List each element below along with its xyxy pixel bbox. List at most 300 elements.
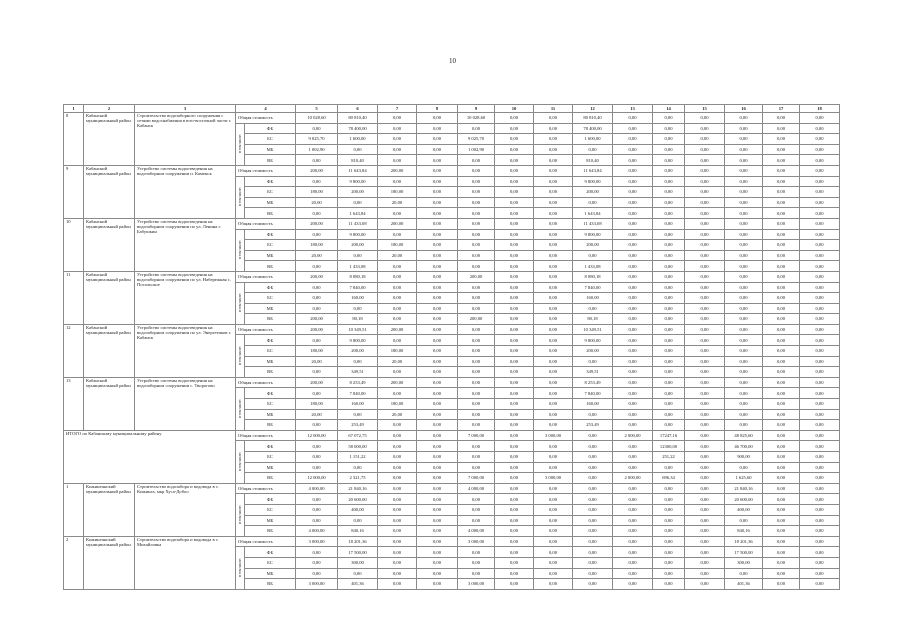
value-cell: 0,00 <box>685 123 725 134</box>
value-cell: 7 000,00 <box>458 430 495 441</box>
value-cell: 80,18 <box>573 314 613 325</box>
value-cell: 0,00 <box>800 335 840 346</box>
value-cell: 0,00 <box>613 113 653 124</box>
value-cell: 0,00 <box>800 430 840 441</box>
value-cell: 9 025,70 <box>296 134 338 145</box>
value-cell: 0,00 <box>417 303 458 314</box>
value-cell: 9 025,70 <box>458 134 495 145</box>
value-cell: 0,00 <box>458 452 495 463</box>
value-cell: 0,00 <box>534 187 573 198</box>
value-cell: 180,00 <box>296 346 338 357</box>
value-cell: 0,00 <box>763 261 800 272</box>
value-cell: 0,00 <box>763 494 800 505</box>
value-cell: 0,00 <box>800 547 840 558</box>
value-cell: 0,00 <box>725 144 763 155</box>
value-cell: 20,00 <box>378 356 417 367</box>
value-cell: 0,00 <box>417 462 458 473</box>
value-cell: 0,00 <box>296 568 338 579</box>
value-cell: 0,00 <box>458 324 495 335</box>
value-cell: 0,00 <box>613 377 653 388</box>
value-cell: 0,00 <box>613 441 653 452</box>
district-name: Кабанский муниципальный район <box>84 377 135 430</box>
value-cell: 0,00 <box>378 113 417 124</box>
value-cell: 0,00 <box>458 155 495 166</box>
value-cell: 0,00 <box>800 187 840 198</box>
value-cell: 200,00 <box>296 377 338 388</box>
value-cell: 0,00 <box>534 483 573 494</box>
value-cell: 0,00 <box>378 557 417 568</box>
value-cell: 0,00 <box>417 261 458 272</box>
value-cell: 0,00 <box>800 399 840 410</box>
value-cell: 0,00 <box>296 494 338 505</box>
value-cell: 0,00 <box>763 165 800 176</box>
value-cell: 1 002,90 <box>458 144 495 155</box>
value-cell: 0,00 <box>685 208 725 219</box>
value-cell: 0,00 <box>725 367 763 378</box>
value-cell: 20,00 <box>378 409 417 420</box>
value-cell: 0,00 <box>763 388 800 399</box>
value-cell: 0,00 <box>800 557 840 568</box>
value-cell: 0,00 <box>573 462 613 473</box>
value-cell: 0,00 <box>417 483 458 494</box>
value-cell: 0,00 <box>378 462 417 473</box>
value-cell: 0,00 <box>378 176 417 187</box>
value-cell: 0,00 <box>685 515 725 526</box>
value-cell: 0,00 <box>534 557 573 568</box>
value-cell: 0,00 <box>763 420 800 431</box>
column-number-1: 1 <box>64 105 84 113</box>
value-cell: 0,00 <box>417 197 458 208</box>
value-cell: 0,00 <box>613 208 653 219</box>
value-cell: 0,00 <box>534 346 573 357</box>
value-cell: 0,00 <box>763 568 800 579</box>
value-cell: 0,00 <box>725 314 763 325</box>
value-cell: 0,00 <box>417 218 458 229</box>
value-cell: 0,00 <box>534 113 573 124</box>
value-cell: 20,00 <box>378 250 417 261</box>
value-cell: 0,00 <box>534 176 573 187</box>
value-cell: 2 321,75 <box>338 473 378 484</box>
value-cell: 0,00 <box>685 314 725 325</box>
value-cell: 0,00 <box>378 271 417 282</box>
value-cell: 0,00 <box>725 134 763 145</box>
value-cell: 0,00 <box>495 187 534 198</box>
value-cell: 0,00 <box>725 208 763 219</box>
value-cell: 0,00 <box>495 134 534 145</box>
value-cell: 0,00 <box>763 452 800 463</box>
value-cell: 0,00 <box>534 282 573 293</box>
source-label: МБ <box>245 250 296 261</box>
value-cell: 200,00 <box>338 240 378 251</box>
district-name: Кижингинский муниципальный район <box>84 483 135 536</box>
value-cell: 0,00 <box>534 335 573 346</box>
project-description: Устройство системы водоотведения на водозаборном сооружении по ул. Набережная с. Посольское <box>135 271 236 324</box>
value-cell: 0,00 <box>763 229 800 240</box>
value-cell: 0,00 <box>573 409 613 420</box>
value-cell: 0,00 <box>613 579 653 590</box>
source-label: МБ <box>245 409 296 420</box>
value-cell: 0,00 <box>763 155 800 166</box>
value-cell: 0,00 <box>653 293 685 304</box>
value-cell: 200,00 <box>296 271 338 282</box>
table-row <box>64 218 840 229</box>
value-cell: 3 000,00 <box>534 430 573 441</box>
value-cell: 0,00 <box>763 356 800 367</box>
value-cell: 200,00 <box>573 346 613 357</box>
column-number-10: 10 <box>495 105 534 113</box>
value-cell: 0,00 <box>378 504 417 515</box>
table-row <box>64 113 840 124</box>
value-cell: 0,00 <box>763 473 800 484</box>
value-cell: 0,00 <box>685 218 725 229</box>
value-cell: 0,00 <box>534 303 573 314</box>
value-cell: 0,00 <box>685 579 725 590</box>
value-cell: 0,00 <box>613 123 653 134</box>
value-cell: 0,00 <box>495 462 534 473</box>
value-cell: 0,00 <box>534 324 573 335</box>
value-cell: 200,00 <box>378 324 417 335</box>
value-cell: 0,00 <box>653 208 685 219</box>
value-cell: 0,00 <box>763 483 800 494</box>
value-cell: 0,00 <box>685 271 725 282</box>
value-cell: 0,00 <box>495 494 534 505</box>
value-cell: 12 000,00 <box>296 473 338 484</box>
source-label: ВБ <box>245 208 296 219</box>
value-cell: 0,00 <box>763 430 800 441</box>
source-label: БС <box>245 134 296 145</box>
row-number: 2 <box>64 536 84 589</box>
including-label: в том числе: <box>238 240 242 259</box>
value-cell: 0,00 <box>296 441 338 452</box>
value-cell: 200,00 <box>458 314 495 325</box>
value-cell: 0,00 <box>653 494 685 505</box>
value-cell: 18 201,36 <box>338 536 378 547</box>
value-cell: 0,00 <box>534 547 573 558</box>
value-cell: 7 840,00 <box>338 282 378 293</box>
value-cell: 0,00 <box>417 430 458 441</box>
value-cell: 0,00 <box>613 229 653 240</box>
value-cell: 0,00 <box>800 165 840 176</box>
value-cell: 3 000,00 <box>534 473 573 484</box>
value-cell: 0,00 <box>763 197 800 208</box>
project-description: Строительство водозаборного сооружения с сетями водоснабжения в юго-восточной части г. Кабанск <box>135 113 236 166</box>
value-cell: 0,00 <box>653 547 685 558</box>
value-cell: 200,00 <box>296 314 338 325</box>
value-cell: 0,00 <box>725 324 763 335</box>
value-cell: 400,00 <box>725 504 763 515</box>
value-cell: 0,00 <box>573 441 613 452</box>
value-cell: 0,00 <box>800 473 840 484</box>
value-cell: 0,00 <box>458 250 495 261</box>
value-cell: 0,00 <box>613 526 653 537</box>
value-cell: 9 800,00 <box>573 229 613 240</box>
value-cell: 0,00 <box>653 250 685 261</box>
column-number-4: 4 <box>236 105 296 113</box>
source-label: ФБ <box>245 388 296 399</box>
value-cell: 0,00 <box>725 240 763 251</box>
value-cell: 1 600,00 <box>338 134 378 145</box>
value-cell: 0,00 <box>458 346 495 357</box>
value-cell: 0,00 <box>653 261 685 272</box>
source-label: ВБ <box>245 420 296 431</box>
value-cell: 0,00 <box>763 144 800 155</box>
value-cell: 1 643,84 <box>573 208 613 219</box>
value-cell: 0,00 <box>378 388 417 399</box>
value-cell: 0,00 <box>653 346 685 357</box>
value-cell: 20 600,00 <box>338 494 378 505</box>
value-cell: 0,00 <box>800 261 840 272</box>
value-cell: 160,00 <box>338 399 378 410</box>
value-cell: 0,00 <box>763 303 800 314</box>
value-cell: 0,00 <box>685 155 725 166</box>
value-cell: 0,00 <box>725 271 763 282</box>
value-cell: 0,00 <box>378 483 417 494</box>
value-cell: 0,00 <box>417 335 458 346</box>
value-cell: 1 625,60 <box>725 473 763 484</box>
value-cell: 0,00 <box>534 568 573 579</box>
value-cell: 0,00 <box>653 176 685 187</box>
value-cell: 0,00 <box>763 526 800 537</box>
value-cell: 78 400,00 <box>338 123 378 134</box>
value-cell: 0,00 <box>495 356 534 367</box>
value-cell: 0,00 <box>763 409 800 420</box>
source-label: МБ <box>245 356 296 367</box>
source-label: ФБ <box>245 494 296 505</box>
value-cell: 0,00 <box>653 197 685 208</box>
value-cell: 0,00 <box>685 335 725 346</box>
value-cell: 20,00 <box>296 250 338 261</box>
value-cell: 0,00 <box>800 441 840 452</box>
value-cell: 0,00 <box>573 526 613 537</box>
value-cell: 80,18 <box>338 314 378 325</box>
value-cell: 0,00 <box>613 155 653 166</box>
cost-label: Общая стоимость <box>236 430 296 441</box>
source-label: ВБ <box>245 526 296 537</box>
value-cell: 12300,00 <box>653 441 685 452</box>
value-cell: 0,00 <box>458 504 495 515</box>
value-cell: 11 433,08 <box>338 218 378 229</box>
including-label-cell <box>236 123 245 165</box>
value-cell: 0,00 <box>495 568 534 579</box>
cost-label: Общая стоимость <box>236 377 296 388</box>
value-cell: 0,00 <box>653 134 685 145</box>
column-number-16: 16 <box>725 105 763 113</box>
value-cell: 0,00 <box>458 494 495 505</box>
value-cell: 253,49 <box>338 420 378 431</box>
value-cell: 0,00 <box>613 261 653 272</box>
source-label: ВБ <box>245 314 296 325</box>
value-cell: 0,00 <box>613 388 653 399</box>
table-row <box>64 377 840 388</box>
source-label: МБ <box>245 144 296 155</box>
value-cell: 0,00 <box>653 557 685 568</box>
value-cell: 840,16 <box>338 526 378 537</box>
value-cell: 0,00 <box>800 218 840 229</box>
value-cell: 0,00 <box>763 536 800 547</box>
source-label: МБ <box>245 568 296 579</box>
value-cell: 0,00 <box>685 144 725 155</box>
value-cell: 1 433,08 <box>573 261 613 272</box>
value-cell: 400,00 <box>338 504 378 515</box>
district-name: Кабанский муниципальный район <box>84 324 135 377</box>
value-cell: 160,00 <box>573 399 613 410</box>
value-cell: 0,00 <box>495 526 534 537</box>
value-cell: 200,00 <box>296 324 338 335</box>
value-cell: 0,00 <box>800 409 840 420</box>
value-cell: 0,00 <box>685 473 725 484</box>
value-cell: 0,00 <box>573 504 613 515</box>
value-cell: 0,00 <box>725 409 763 420</box>
value-cell: 0,00 <box>534 462 573 473</box>
value-cell: 4 000,00 <box>296 526 338 537</box>
value-cell: 0,00 <box>495 314 534 325</box>
value-cell: 0,00 <box>296 335 338 346</box>
column-number-18: 18 <box>800 105 840 113</box>
value-cell: 0,00 <box>458 515 495 526</box>
value-cell: 0,00 <box>685 452 725 463</box>
value-cell: 0,00 <box>685 399 725 410</box>
source-label: БС <box>245 557 296 568</box>
value-cell: 0,00 <box>573 430 613 441</box>
value-cell: 0,00 <box>417 240 458 251</box>
value-cell: 0,00 <box>458 123 495 134</box>
value-cell: 0,00 <box>613 504 653 515</box>
value-cell: 0,00 <box>685 547 725 558</box>
value-cell: 0,00 <box>685 420 725 431</box>
value-cell: 0,00 <box>417 113 458 124</box>
including-label: в том числе: <box>238 505 242 524</box>
value-cell: 0,00 <box>534 197 573 208</box>
value-cell: 0,00 <box>534 165 573 176</box>
value-cell: 0,00 <box>725 113 763 124</box>
column-number-12: 12 <box>573 105 613 113</box>
value-cell: 0,00 <box>653 218 685 229</box>
value-cell: 0,00 <box>296 155 338 166</box>
value-cell: 80 810,40 <box>338 113 378 124</box>
value-cell: 20,00 <box>296 197 338 208</box>
value-cell: 0,00 <box>763 113 800 124</box>
value-cell: 0,00 <box>534 155 573 166</box>
value-cell: 0,00 <box>763 134 800 145</box>
table-row <box>64 483 840 494</box>
value-cell: 0,00 <box>534 293 573 304</box>
value-cell: 0,00 <box>613 356 653 367</box>
value-cell: 180,00 <box>378 187 417 198</box>
value-cell: 0,00 <box>685 409 725 420</box>
value-cell: 8 253,49 <box>338 377 378 388</box>
value-cell: 0,00 <box>685 483 725 494</box>
value-cell: 0,00 <box>653 420 685 431</box>
value-cell: 253,49 <box>573 420 613 431</box>
column-number-8: 8 <box>417 105 458 113</box>
value-cell: 7 000,00 <box>458 473 495 484</box>
value-cell: 0,00 <box>417 579 458 590</box>
column-number-2: 2 <box>84 105 135 113</box>
value-cell: 3 000,00 <box>458 536 495 547</box>
value-cell: 0,00 <box>495 547 534 558</box>
value-cell: 0,00 <box>417 536 458 547</box>
value-cell: 0,00 <box>378 515 417 526</box>
value-cell: 0,00 <box>763 377 800 388</box>
value-cell: 0,00 <box>573 547 613 558</box>
value-cell: 180,00 <box>296 399 338 410</box>
source-label: ФБ <box>245 441 296 452</box>
value-cell: 0,00 <box>653 356 685 367</box>
value-cell: 0,00 <box>800 113 840 124</box>
value-cell: 0,00 <box>458 335 495 346</box>
value-cell: 0,00 <box>800 197 840 208</box>
value-cell: 0,00 <box>417 515 458 526</box>
column-number-14: 14 <box>653 105 685 113</box>
value-cell: 0,00 <box>534 536 573 547</box>
value-cell: 0,00 <box>495 367 534 378</box>
value-cell: 0,00 <box>685 250 725 261</box>
value-cell: 0,00 <box>458 356 495 367</box>
value-cell: 0,00 <box>725 388 763 399</box>
value-cell: 810,40 <box>338 155 378 166</box>
value-cell: 0,00 <box>613 271 653 282</box>
value-cell: 0,00 <box>417 271 458 282</box>
value-cell: 0,00 <box>534 218 573 229</box>
project-description: Устройство системы водоотведения на водозаборном сооружении п. Каменск <box>135 165 236 218</box>
value-cell: 180,00 <box>296 240 338 251</box>
value-cell: 0,00 <box>495 557 534 568</box>
value-cell: 0,00 <box>613 399 653 410</box>
value-cell: 3 000,00 <box>458 579 495 590</box>
value-cell: 0,00 <box>458 367 495 378</box>
value-cell: 0,00 <box>800 494 840 505</box>
value-cell: 0,00 <box>763 335 800 346</box>
column-number-9: 9 <box>458 105 495 113</box>
value-cell: 10 349,51 <box>573 324 613 335</box>
row-number: 12 <box>64 324 84 377</box>
value-cell: 10 349,51 <box>338 324 378 335</box>
value-cell: 21 840,16 <box>338 483 378 494</box>
value-cell: 0,00 <box>534 261 573 272</box>
value-cell: 11 643,84 <box>573 165 613 176</box>
value-cell: 0,00 <box>495 229 534 240</box>
value-cell: 0,00 <box>685 197 725 208</box>
value-cell: 0,00 <box>613 218 653 229</box>
value-cell: 0,00 <box>458 399 495 410</box>
value-cell: 46 700,00 <box>725 441 763 452</box>
source-label: МБ <box>245 515 296 526</box>
value-cell: 0,00 <box>573 356 613 367</box>
source-label: ФБ <box>245 229 296 240</box>
value-cell: 48 825,60 <box>725 430 763 441</box>
value-cell: 0,00 <box>495 504 534 515</box>
including-label-cell <box>236 388 245 430</box>
value-cell: 0,00 <box>378 123 417 134</box>
value-cell: 0,00 <box>800 579 840 590</box>
value-cell: 696,34 <box>653 473 685 484</box>
value-cell: 0,00 <box>613 367 653 378</box>
column-number-11: 11 <box>534 105 573 113</box>
value-cell: 0,00 <box>534 504 573 515</box>
value-cell: 0,00 <box>613 483 653 494</box>
value-cell: 0,00 <box>763 208 800 219</box>
value-cell: 0,00 <box>296 123 338 134</box>
value-cell: 0,00 <box>800 346 840 357</box>
value-cell: 0,00 <box>613 346 653 357</box>
value-cell: 0,00 <box>458 240 495 251</box>
value-cell: 0,00 <box>685 557 725 568</box>
value-cell: 0,00 <box>378 579 417 590</box>
value-cell: 0,00 <box>495 218 534 229</box>
value-cell: 0,00 <box>417 324 458 335</box>
value-cell: 0,00 <box>653 324 685 335</box>
value-cell: 0,00 <box>763 123 800 134</box>
